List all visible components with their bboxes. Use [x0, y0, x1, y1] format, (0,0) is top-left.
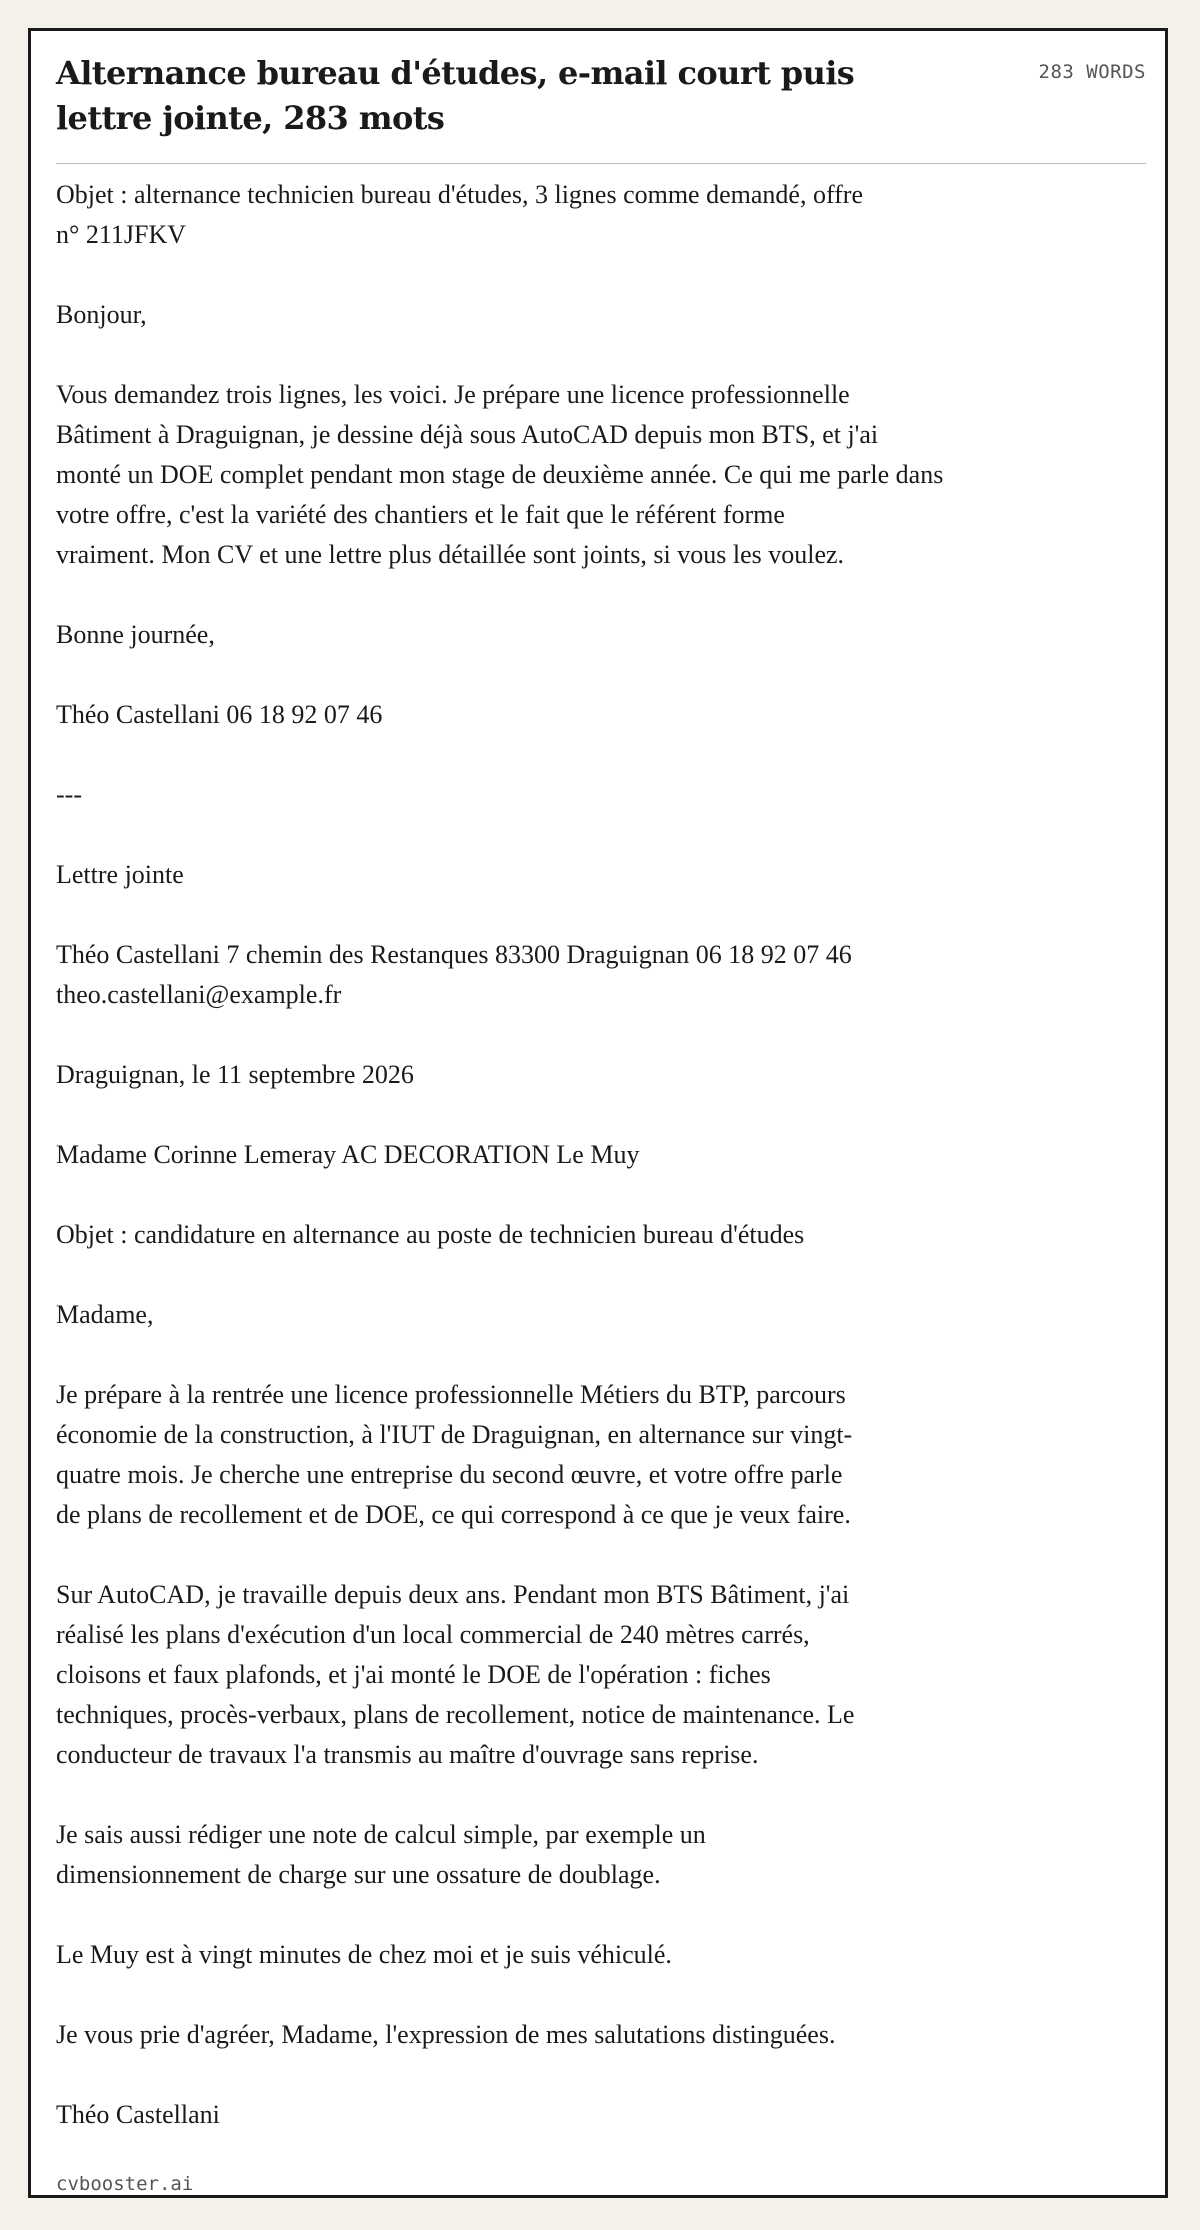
document-header: [56, 51, 1146, 164]
letter-date-line: Draguignan, le 11 septembre 2026: [56, 1060, 414, 1089]
letter-body-paragraph: Je sais aussi rédiger une note de calcul simple, par exemple un dimensionnement de charge sur une ossature de doublage.: [56, 1820, 706, 1889]
recipient-address-block: Madame Corinne Lemeray AC DECORATION Le Muy: [56, 1140, 640, 1169]
letter-body-paragraph: Le Muy est à vingt minutes de chez moi et je suis véhiculé.: [56, 1940, 672, 1969]
letter-body-paragraph: Sur AutoCAD, je travaille depuis deux ans. Pendant mon BTS Bâtiment, j'ai réalisé les plans d'exécution d'un local commercial de 240 mètres carrés, cloisons et faux plafonds, et j'ai monté le DOE de l'opération : fiches techniques, procès-verbaux, plans de recollement, notice de maintenance. Le conducteur de travaux l'a transmis au maître d'ouvrage sans reprise.: [56, 1580, 855, 1769]
section-separator: ---: [56, 780, 82, 809]
letter-signature: Théo Castellani: [56, 2100, 220, 2129]
email-closing: Bonne journée,: [56, 620, 215, 649]
document-title: Alternance bureau d'études, e-mail court puis lettre jointe, 283 mots: [56, 54, 855, 137]
letter-subject-line: Objet : candidature en alternance au poste de technicien bureau d'études: [56, 1220, 805, 1249]
email-signature: Théo Castellani 06 18 92 07 46: [56, 700, 383, 729]
email-body-paragraph: Vous demandez trois lignes, les voici. Je prépare une licence professionnelle Bâtiment à Draguignan, je dessine déjà sous AutoCAD depuis mon BTS, et j'ai monté un DOE complet pendant mon stage de deuxième année. Ce qui me parle dans votre offre, c'est la variété des chantiers et le fait que le référent forme vraiment. Mon CV et une lettre plus détaillée sont joints, si vous les voulez.: [56, 380, 944, 569]
document-card: [28, 28, 1168, 2198]
document-body: [56, 175, 1126, 2175]
letter-body-paragraph: Je prépare à la rentrée une licence professionnelle Métiers du BTP, parcours économie de la construction, à l'IUT de Draguignan, en alternance sur vingt- quatre mois. Je cherche une entreprise du second œuvre, et votre offre parle de plans de recollement et de DOE, ce qui correspond à ce que je veux faire.: [56, 1380, 853, 1529]
word-count-label: 283 WORDS: [1038, 61, 1146, 83]
brand-footer: cvbooster.ai: [56, 2173, 194, 2195]
email-greeting: Bonjour,: [56, 300, 147, 329]
sender-address-block: Théo Castellani 7 chemin des Restanques 83300 Draguignan 06 18 92 07 46 theo.castellani@example.fr: [56, 940, 852, 1009]
letter-closing-formula: Je vous prie d'agréer, Madame, l'expression de mes salutations distinguées.: [56, 2020, 836, 2049]
email-subject-line: Objet : alternance technicien bureau d'études, 3 lignes comme demandé, offre n° 211JFKV: [56, 180, 863, 249]
letter-salutation: Madame,: [56, 1300, 154, 1329]
attached-letter-heading: Lettre jointe: [56, 860, 184, 889]
